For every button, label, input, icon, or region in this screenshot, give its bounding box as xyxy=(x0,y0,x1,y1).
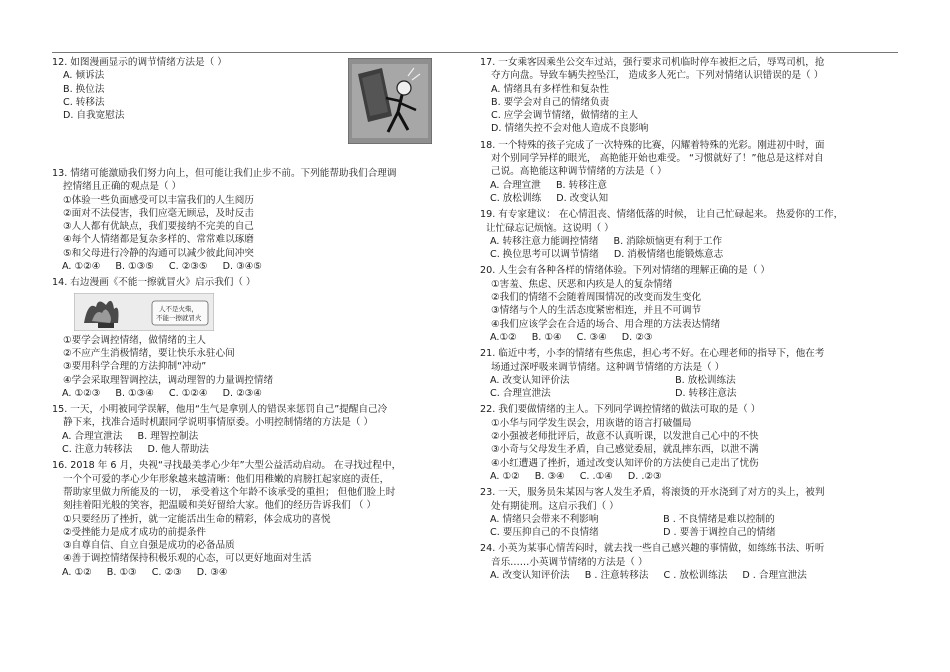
options-row xyxy=(480,192,898,205)
question-19-line: 19. 有专家建议： 在心情沮丧、情绪低落的时候， 让自己忙碌起来。 热爱你的工作， xyxy=(480,209,844,221)
cartoon-image-q14 xyxy=(74,293,214,331)
option-d: D. 改变认知 xyxy=(556,192,609,204)
question-24 xyxy=(480,542,898,582)
options-row xyxy=(52,387,472,400)
option-b: B. 转移注意 xyxy=(555,179,607,191)
option-c: C. 应学会调节情绪，做情绪的主人 xyxy=(491,110,639,122)
statement-3: ③人人都有优缺点，我们要接纳不完美的自己 xyxy=(63,221,254,233)
statement-3: ③小奇与父母发生矛盾，自己感觉委屈，就乱摔东西，以泄不满 xyxy=(491,444,759,456)
option-a: A. 情绪具有多样性和复杂性 xyxy=(491,83,610,95)
options-row xyxy=(480,374,898,387)
statement-1: ①只要经历了挫折，就一定能活出生命的精彩，体会成功的喜悦 xyxy=(63,513,331,525)
option-a: A. 倾诉法 xyxy=(63,70,105,82)
options-row xyxy=(480,526,898,539)
option-c: C. 转移法 xyxy=(63,96,105,108)
statement-1: ①要学会调控情绪，做情绪的主人 xyxy=(63,334,206,346)
question-17-line: 17. 一女乘客因乘坐公交车过站，强行要求司机临时停车被拒之后，辱骂司机，抢 xyxy=(480,57,825,68)
options-row xyxy=(52,430,472,443)
option-d: D. 他人帮助法 xyxy=(147,444,209,456)
option-d: D. .②③ xyxy=(627,470,662,482)
left-column xyxy=(52,56,472,582)
option-a: A. 合理宣泄 xyxy=(490,179,541,191)
option-d: D. 自我宽慰法 xyxy=(63,110,125,122)
option-b: B. 消除烦恼更有利于工作 xyxy=(613,235,723,247)
options-row xyxy=(480,235,898,248)
option-a: A. 合理宣泄法 xyxy=(62,430,123,442)
option-d: D. ②③ xyxy=(621,331,653,343)
question-20 xyxy=(480,264,898,344)
question-23 xyxy=(480,486,898,539)
question-15-line: 15. 一天，小明被同学误解，他用“生气是拿别人的错误来惩罚自己”提醒自己冷 xyxy=(52,404,388,416)
statement-4: ④学会采取理智调控法，调动理智的力量调控情绪 xyxy=(63,374,274,386)
option-a: A.①② xyxy=(490,331,517,343)
statement-2: ②我们的情绪不会随着周围情况的改变而发生变化 xyxy=(491,292,702,304)
option-b: B . 注意转移法 xyxy=(584,569,649,581)
question-17 xyxy=(480,56,898,136)
options-row xyxy=(480,470,898,483)
options-row xyxy=(52,260,472,273)
option-c: C . 放松训练法 xyxy=(663,569,728,581)
question-16-line: 帮助家里做力所能及的一切， 承受着这个年龄不该承受的重担； 但他们脸上时 xyxy=(63,486,396,498)
statement-4: ④我们应该学会在合适的场合、用合理的方法表达情绪 xyxy=(491,318,721,330)
options-row xyxy=(480,179,898,192)
option-a: A. ①② xyxy=(490,470,520,482)
question-19 xyxy=(480,208,898,261)
option-c: C. 合理宣泄法 xyxy=(490,388,551,400)
question-23-line: 23. 一天，服务员朱某因与客人发生矛盾，将滚烫的开水浇到了对方的头上，被判 xyxy=(480,487,825,499)
option-a: A. 改变认知评价法 xyxy=(490,374,570,386)
options-row xyxy=(480,387,898,400)
statement-1: ①体验一些负面感受可以丰富我们的人生阅历 xyxy=(63,194,254,206)
question-21-line: 21. 临近中考，小李的情绪有些焦虑，担心考不好。在心理老师的指导下，他在考 xyxy=(480,348,825,360)
option-c: C. ③④ xyxy=(576,331,607,343)
statement-2: ②小强被老师批评后，故意不认真听课，以发泄自己心中的不快 xyxy=(491,431,759,443)
question-18-line: 己说。高艳能这种调节情绪的方法是（ ） xyxy=(491,166,667,178)
question-16-line: 刻挂着阳光般的笑容，把温暖和美好留给大家。他们的经历告诉我们 （ ） xyxy=(63,500,377,512)
statement-2: ②受挫能力是成才成功的前提条件 xyxy=(63,526,206,538)
option-a: A. ①②④ xyxy=(62,261,101,273)
statement-5: ⑤和父母进行冷静的沟通可以减少彼此间冲突 xyxy=(63,247,254,259)
option-c: C. 注意力转移法 xyxy=(62,444,133,456)
statement-1: ①小华与同学发生误会，用诙谐的语言打破僵局 xyxy=(491,417,692,429)
option-c: C. ①②④ xyxy=(168,387,208,399)
option-d: D. 消极情绪也能锻炼意志 xyxy=(613,249,724,261)
option-c: C. ②③ xyxy=(151,566,182,578)
option-a: A. 改变认知评价法 xyxy=(490,569,570,581)
question-13 xyxy=(52,167,472,273)
option-c: C. ②③⑤ xyxy=(168,261,208,273)
option-b: B. 理智控制法 xyxy=(137,430,199,442)
option-b: B. ①③④ xyxy=(115,387,154,399)
question-22-line: 22. 我们要做情绪的主人。下列同学调控情绪的做法可取的是（ ） xyxy=(480,404,761,416)
option-d: D . 合理宣泄法 xyxy=(742,569,807,581)
options-row xyxy=(480,569,898,582)
question-15 xyxy=(52,403,472,456)
question-18 xyxy=(480,139,898,205)
option-d: D. ③④⑤ xyxy=(222,261,262,273)
top-rule xyxy=(52,52,898,53)
statement-4: ④每个人情绪都是复杂多样的、常常难以琢磨 xyxy=(63,234,254,246)
option-d: D. ②③④ xyxy=(222,387,262,399)
option-b: B. 放松训练法 xyxy=(675,374,736,386)
question-13-line: 13. 情绪可能激励我们努力向上，但可能让我们止步不前。下列能帮助我们合理调 xyxy=(52,168,397,179)
statement-1: ①害羞、焦虑、厌恶和内疚是人的复杂情绪 xyxy=(491,278,673,290)
cartoon-caption-1: 人不是火柴， xyxy=(159,304,198,313)
options-row xyxy=(52,443,472,456)
question-18-line: 对个别同学异样的眼光， 高艳能开始也难受。 “习惯就好了！”他总是这样对自 xyxy=(491,153,824,165)
question-14-stem: 14. 右边漫画《不能一擦就冒火》启示我们（ ） xyxy=(52,277,256,289)
question-16-line: 一个个可爱的孝心少年形象越来越清晰：他们用稚嫩的肩膀扛起家庭的责任， xyxy=(63,473,390,485)
question-24-line: 音乐……小英调节情绪的方法是（ ） xyxy=(491,556,648,568)
option-b: B . 不良情绪是难以控制的 xyxy=(663,513,775,525)
question-23-line: 处有期徒刑。这启示我们（ ） xyxy=(491,500,619,512)
option-a: A. ①②③ xyxy=(62,387,101,399)
question-15-line: 静下来，找准合适时机跟同学说明事情原委。小明控制情绪的方法是（ ） xyxy=(63,417,374,429)
option-c: C. .①④ xyxy=(579,470,613,482)
cartoon-image-q12 xyxy=(348,58,432,144)
question-16 xyxy=(52,459,472,579)
option-a: A. 情绪只会带来不利影响 xyxy=(490,513,599,525)
question-22 xyxy=(480,403,898,483)
question-18-line: 18. 一个特殊的孩子完成了一次特殊的比赛，闪耀着特殊的光彩。刚进初中时，面 xyxy=(480,139,825,151)
option-d: D. 转移注意法 xyxy=(675,388,737,400)
option-b: B. ③④ xyxy=(534,470,565,482)
question-16-line: 16. 2018 年 6 月，央视“寻找最美孝心少年”大型公益活动启动。 在寻找过程中， xyxy=(52,460,402,472)
cartoon-caption-2: 不能一擦就冒火 xyxy=(156,313,202,322)
question-17-line: 夺方向盘。导致车辆失控坠江， 造成多人死亡。下列对情绪认识错误的是（ ） xyxy=(491,70,824,82)
statement-3: ③情绪与个人的生活态度紧密相连，并且不可调节 xyxy=(491,305,702,317)
option-d: D. 情绪失控不会对他人造成不良影响 xyxy=(491,123,649,135)
statement-2: ②不应产生消极情绪，要让快乐永驻心间 xyxy=(63,347,235,359)
option-b: B. 换位法 xyxy=(63,83,105,95)
question-19-line: 让忙碌忘记烦恼。这说明（ ） xyxy=(486,222,614,234)
option-c: C. 放松训练 xyxy=(490,192,542,204)
question-24-line: 24. 小英为某事心情苦闷时，就去找一些自己感兴趣的事情做，如练练书法、听听 xyxy=(480,543,825,555)
option-b: B. ①④ xyxy=(531,331,562,343)
option-d: D. ③④ xyxy=(196,566,228,578)
statement-3: ③自尊自信、自立自强是成功的必备品质 xyxy=(63,540,235,552)
options-row xyxy=(480,248,898,261)
option-b: B. ①③⑤ xyxy=(115,261,154,273)
option-d: D . 要善于调控自己的情绪 xyxy=(663,527,776,539)
option-c: C. 换位思考可以调节情绪 xyxy=(490,249,599,261)
option-a: A. ①② xyxy=(62,566,92,578)
question-13-line: 控情绪且正确的观点是（ ） xyxy=(63,181,182,193)
option-b: B. 要学会对自己的情绪负责 xyxy=(491,96,610,108)
options-row xyxy=(480,331,898,344)
statement-4: ④善于调控情绪保持积极乐观的心态，可以更好地面对生活 xyxy=(63,553,312,565)
question-12-stem: 12. 如图漫画显示的调节情绪方法是（ ） xyxy=(52,57,227,68)
question-14 xyxy=(52,276,472,400)
question-12 xyxy=(52,56,472,164)
question-21 xyxy=(480,347,898,400)
right-column xyxy=(480,56,898,585)
statement-3: ③要用科学合理的方法抑制“冲动” xyxy=(63,361,207,373)
options-row xyxy=(480,513,898,526)
options-row xyxy=(52,566,472,579)
option-b: B. ①③ xyxy=(106,566,137,578)
statement-4: ④小红遭遇了挫折，通过改变认知评价的方法使自己走出了忧伤 xyxy=(491,457,759,469)
option-a: A. 转移注意力能调控情绪 xyxy=(490,235,599,247)
option-c: C. 要压抑自己的不良情绪 xyxy=(490,527,599,539)
statement-2: ②面对不法侵害，我们应毫无顾忌，及时反击 xyxy=(63,207,254,219)
question-20-line: 20. 人生会有各种各样的情绪体验。下列对情绪的理解正确的是（ ） xyxy=(480,265,770,277)
question-21-line: 场通过深呼吸来调节情绪。这种调节情绪的方法是（ ） xyxy=(491,361,725,373)
